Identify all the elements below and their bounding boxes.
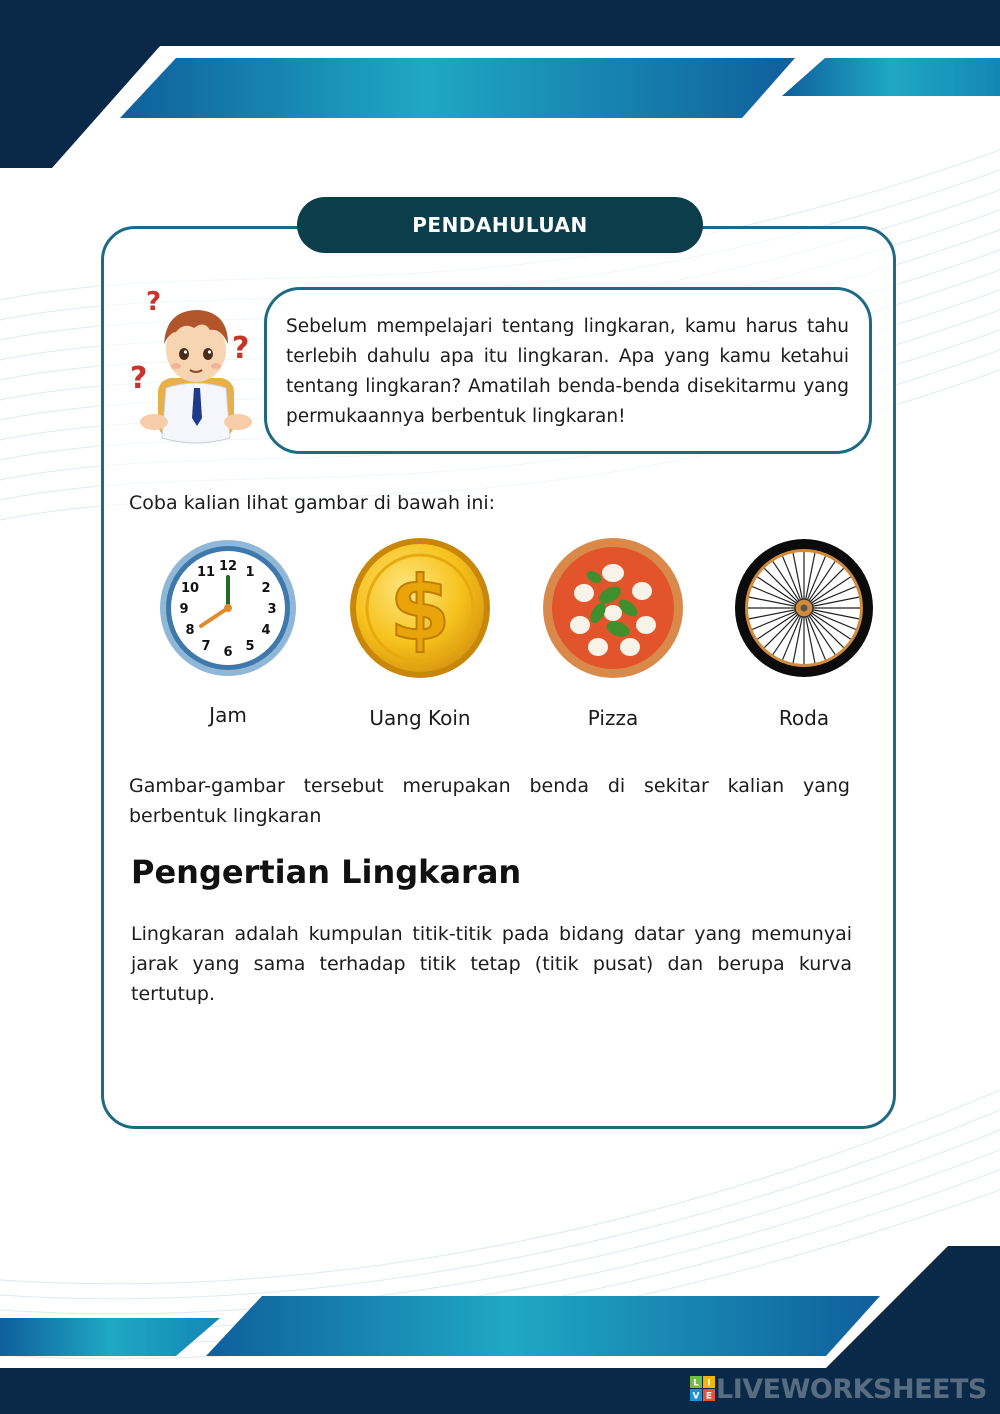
clock-number: 1 [245,565,255,580]
logo-letter: L [693,1378,699,1389]
clock-number: 10 [180,581,200,596]
pizza-icon [538,533,688,683]
definition-text: Lingkaran adalah kumpulan titik-titik pada bidang datar yang memunyai jarak yang sama terhadap titik tetap (titik pusat) dan berupa kurva tertutup. [131,923,852,1005]
top-gradient-stripe [120,58,795,118]
intro-text: Sebelum mempelajari tentang lingkaran, kamu harus tahu terlebih dahulu apa itu lingkaran. Apa yang kamu ketahui tentang lingkaran? Amatilah benda-benda disekitarmu yang permukaannya berbentuk lingkaran! [286,316,849,427]
thinking-boy-illustration [126,288,256,458]
caption-pizza: Pizza [587,706,639,730]
clock-number: 11 [196,565,216,580]
caption-jam: Jam [209,703,247,727]
clock-number: 9 [179,602,189,617]
clock-number: 2 [261,581,271,596]
summary-text: Gambar-gambar tersebut merupakan benda di sekitar kalian yang berbentuk lingkaran [129,775,850,827]
wheel-icon [729,533,879,683]
logo-letter: E [705,1391,713,1402]
svg-text:?: ? [146,288,162,317]
svg-text:?: ? [232,331,250,366]
section-title: PENDAHULUAN [297,197,703,253]
brand-text: LIVEWORKSHEETS [716,1373,987,1405]
clock-number: 12 [218,559,238,574]
clock-number: 6 [223,645,233,660]
bottom-gradient-stripe-small [0,1318,220,1356]
liveworksheets-brand [690,1374,987,1404]
coin-icon [345,533,495,683]
clock-number: 4 [261,623,271,638]
clock-number: 8 [185,623,195,638]
logo-letter: I [707,1378,711,1389]
clock-number: 3 [267,602,277,617]
logo-letter: V [692,1391,700,1402]
clock-icon [153,533,303,683]
caption-uang-koin: Uang Koin [369,706,471,730]
bottom-gradient-stripe [206,1296,880,1356]
coin-symbol: $ [389,557,451,660]
definition-heading: Pengertian Lingkaran [131,853,522,891]
prompt-text: Coba kalian lihat gambar di bawah ini: [129,492,496,514]
intro-speech-box [264,287,872,454]
caption-roda: Roda [778,706,830,730]
clock-number: 7 [201,639,211,654]
clock-number: 5 [245,639,255,654]
top-gradient-stripe-small [782,58,1000,96]
svg-text:?: ? [130,361,148,396]
liveworksheets-logo-icon [690,1376,716,1402]
